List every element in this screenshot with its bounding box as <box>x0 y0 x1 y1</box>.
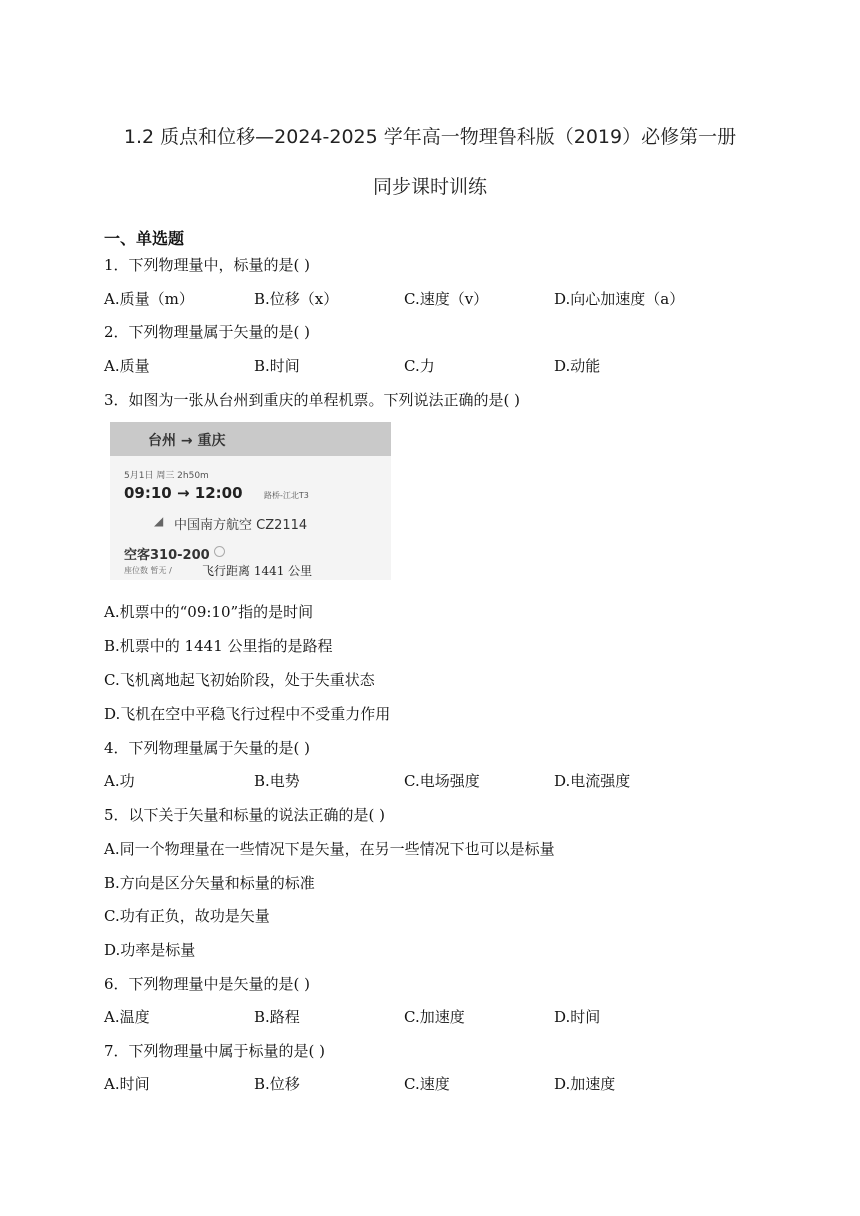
question-1-option-a: A.质量（m） <box>104 290 194 308</box>
question-3-stem: 3．如图为一张从台州到重庆的单程机票。下列说法正确的是( ) <box>104 391 521 409</box>
question-5-option-d: D.功率是标量 <box>104 941 196 959</box>
question-5-option-a: A.同一个物理量在一些情况下是矢量，在另一些情况下也可以是标量 <box>104 840 555 858</box>
question-3-option-c: C.飞机离地起飞初始阶段，处于失重状态 <box>104 671 375 689</box>
question-1-stem: 1．下列物理量中，标量的是( ) <box>104 256 311 274</box>
ticket-distance: 飞行距离 1441 公里 <box>202 564 313 578</box>
question-7-option-a: A.时间 <box>104 1075 150 1093</box>
question-3-option-a: A.机票中的“09:10”指的是时间 <box>104 603 314 621</box>
question-7-stem: 7．下列物理量中属于标量的是( ) <box>104 1042 326 1060</box>
section-heading: 一、单选题 <box>104 229 185 248</box>
question-2-stem: 2．下列物理量属于矢量的是( ) <box>104 323 311 341</box>
question-1-option-d: D.向心加速度（a） <box>554 290 685 308</box>
question-6-option-d: D.时间 <box>554 1008 601 1026</box>
question-3-option-d: D.飞机在空中平稳飞行过程中不受重力作用 <box>104 705 391 723</box>
ticket-airport: 路桥-江北T3 <box>264 491 309 500</box>
question-7-option-c: C.速度 <box>404 1075 450 1093</box>
question-6-stem: 6．下列物理量中是矢量的是( ) <box>104 975 311 993</box>
question-2-option-c: C.力 <box>404 357 435 375</box>
ticket-date: 5月1日 周三 2h50m <box>124 471 209 481</box>
question-1-option-c: C.速度（v） <box>404 290 489 308</box>
question-3-option-b: B.机票中的 1441 公里指的是路程 <box>104 637 333 655</box>
question-4-option-c: C.电场强度 <box>404 772 480 790</box>
question-6-option-c: C.加速度 <box>404 1008 465 1026</box>
question-4-option-b: B.电势 <box>254 772 300 790</box>
question-2-option-b: B.时间 <box>254 357 300 375</box>
question-4-option-d: D.电流强度 <box>554 772 631 790</box>
airline-logo-icon: ◢ <box>154 514 164 528</box>
question-4-stem: 4．下列物理量属于矢量的是( ) <box>104 739 311 757</box>
ticket-seats: 座位数 暂无 / <box>124 566 172 575</box>
question-1-option-b: B.位移（x） <box>254 290 339 308</box>
question-5-option-b: B.方向是区分矢量和标量的标准 <box>104 874 315 892</box>
document-title-line2: 同步课时训练 <box>372 176 487 198</box>
flight-ticket-image <box>110 422 391 580</box>
ticket-airline: 中国南方航空 CZ2114 <box>174 518 308 533</box>
question-7-option-b: B.位移 <box>254 1075 300 1093</box>
ticket-times: 09:10 → 12:00 <box>124 484 243 502</box>
question-4-option-a: A.功 <box>104 772 135 790</box>
ticket-aircraft: 空客310-200 <box>124 548 210 563</box>
question-2-option-d: D.动能 <box>554 357 601 375</box>
question-2-option-a: A.质量 <box>104 357 150 375</box>
info-icon <box>214 546 225 557</box>
question-5-stem: 5．以下关于矢量和标量的说法正确的是( ) <box>104 806 386 824</box>
question-6-option-b: B.路程 <box>254 1008 300 1026</box>
question-6-option-a: A.温度 <box>104 1008 150 1026</box>
question-5-option-c: C.功有正负，故功是矢量 <box>104 907 270 925</box>
question-7-option-d: D.加速度 <box>554 1075 616 1093</box>
document-title-line1: 1.2 质点和位移—2024-2025 学年高一物理鲁科版（2019）必修第一册 <box>123 126 737 148</box>
ticket-route: 台州 → 重庆 <box>148 433 226 449</box>
